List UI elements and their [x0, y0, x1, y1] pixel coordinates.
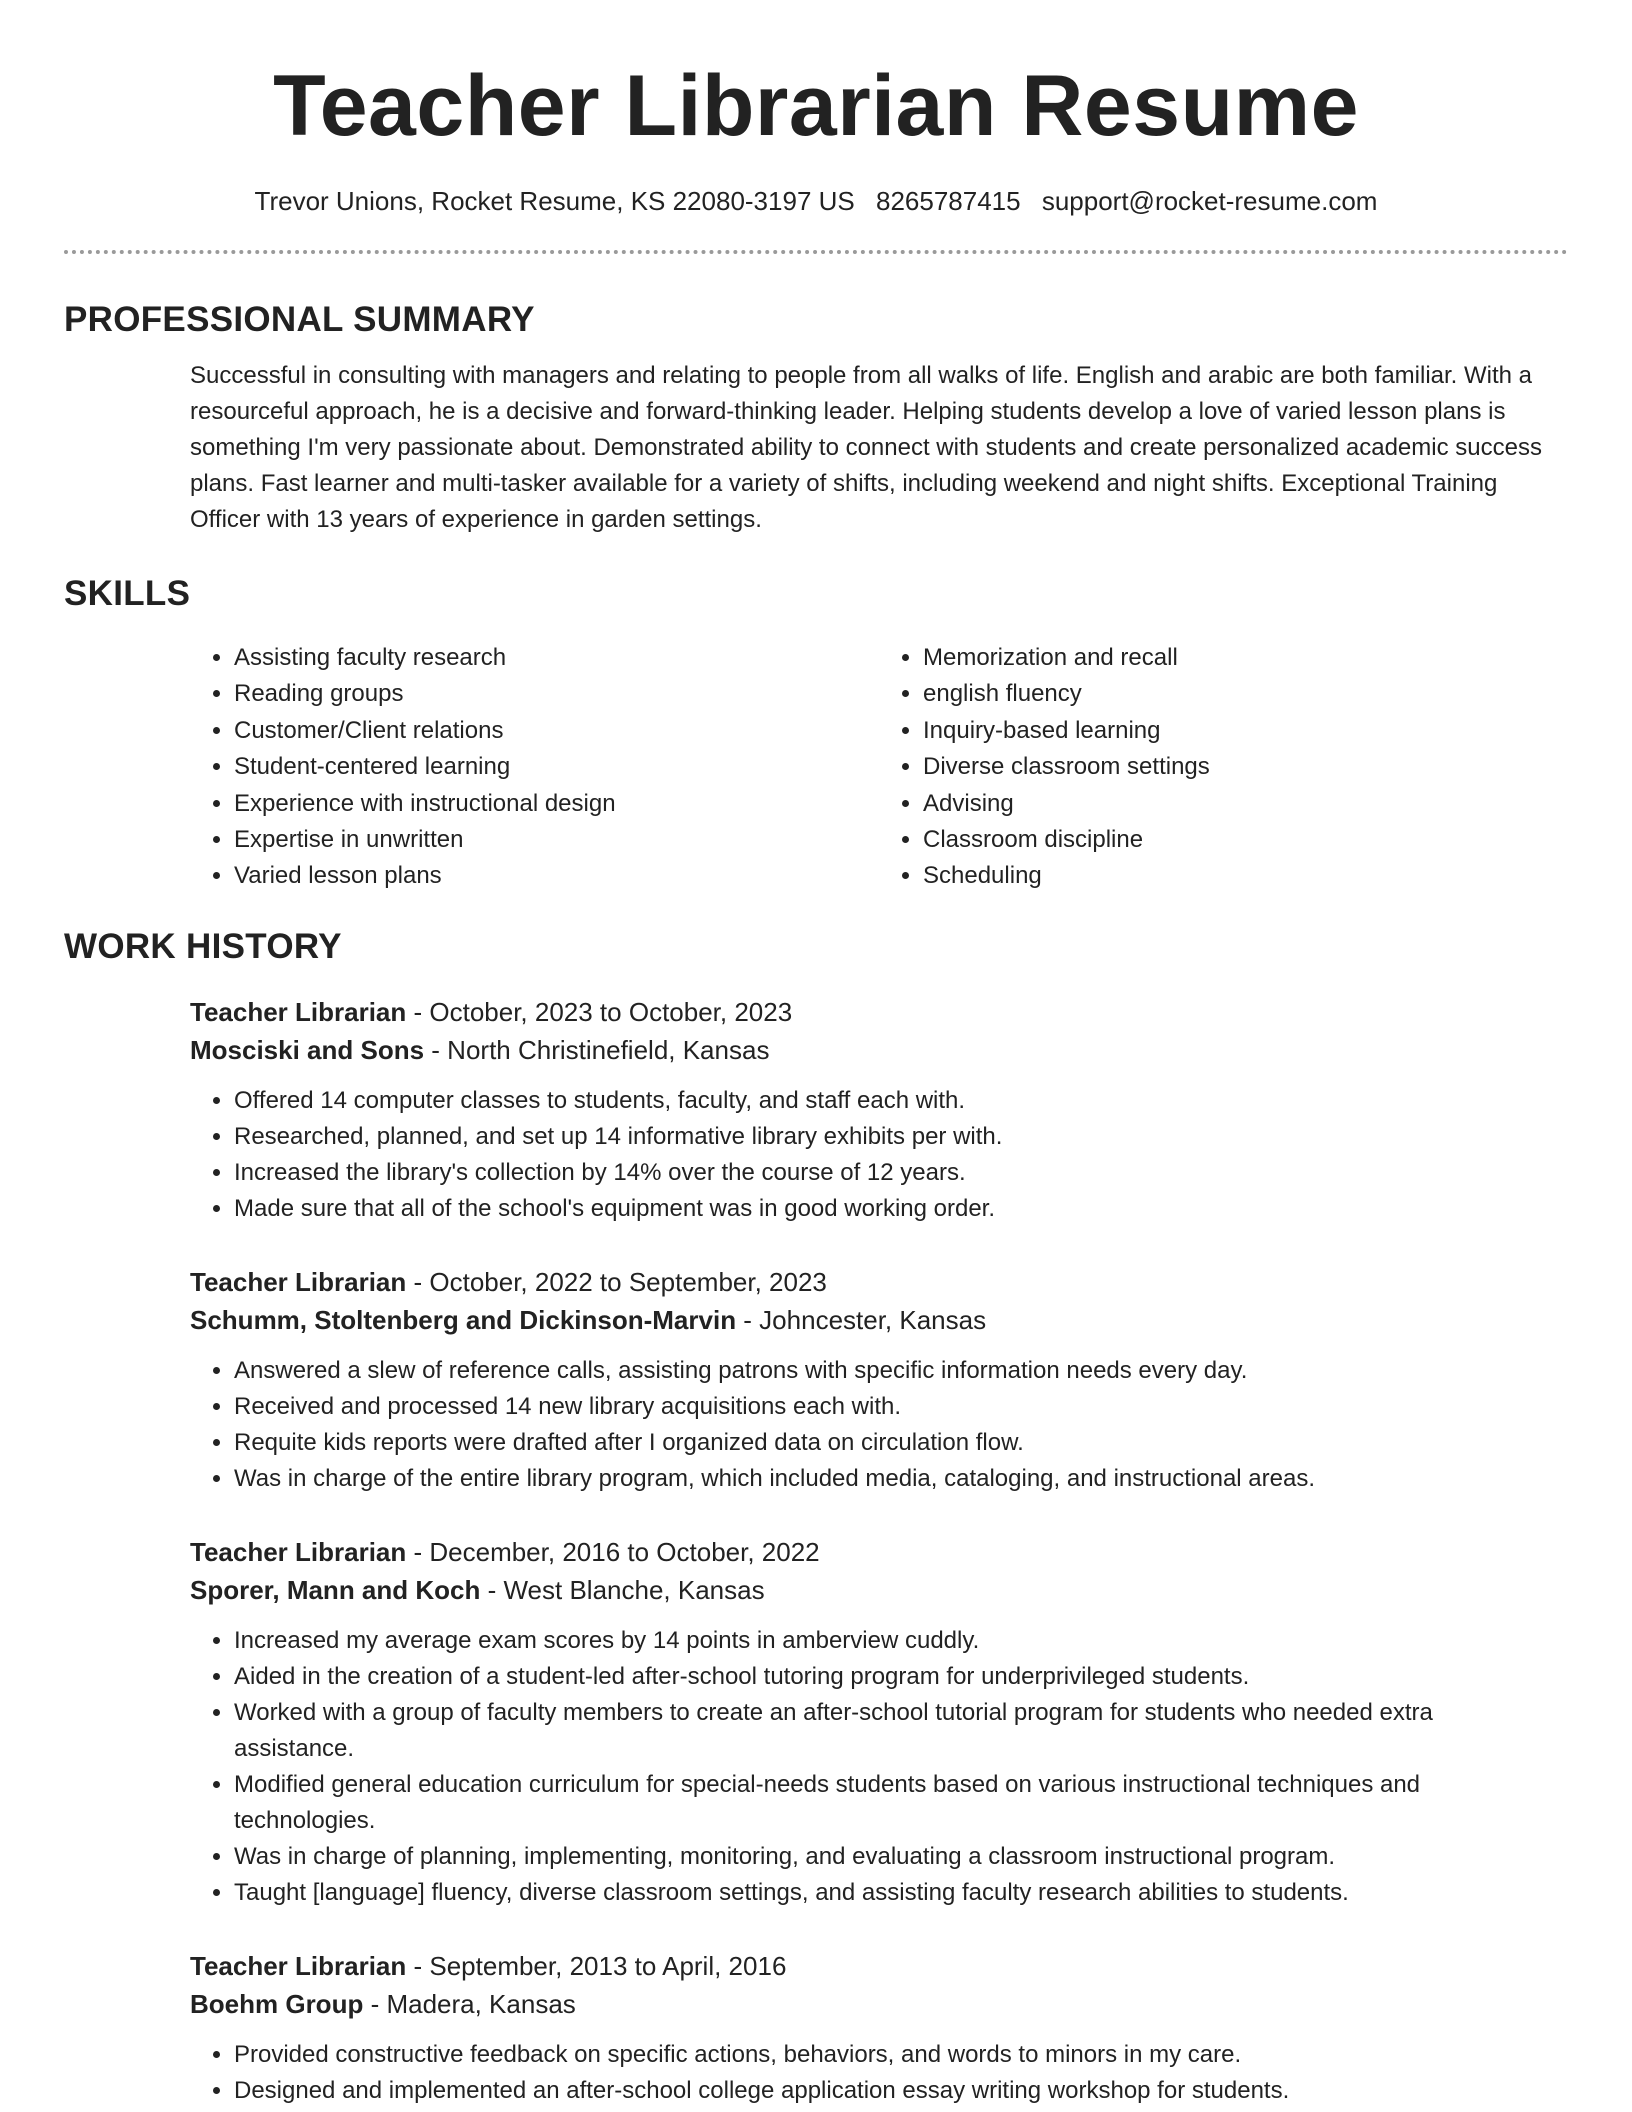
job-dates: - September, 2013 to April, 2016 — [406, 1950, 787, 1981]
job-title-line — [190, 1533, 1568, 1571]
job-company-line — [190, 1031, 1568, 1069]
skill-item: • Reading groups — [234, 676, 879, 712]
job-title: Teacher Librarian — [190, 1536, 407, 1567]
job-entry — [190, 1947, 1568, 2109]
contact-phone: 8265787415 — [875, 186, 1021, 216]
job-location: - Johncester, Kansas — [736, 1304, 987, 1335]
job-title: Teacher Librarian — [190, 996, 407, 1027]
job-bullet: • Was in charge of planning, implementing, monitoring, and evaluating a classroom instructional program. — [234, 1839, 1528, 1875]
job-dates: - December, 2016 to October, 2022 — [406, 1536, 820, 1567]
job-bullet: • Researched, planned, and set up 14 informative library exhibits per with. — [234, 1119, 1528, 1155]
job-bullet: • Increased the library's collection by 14% over the course of 12 years. — [234, 1155, 1528, 1191]
job-bullets — [190, 1353, 1568, 1497]
skill-item: • Expertise in unwritten — [234, 822, 879, 858]
job-title-line — [190, 993, 1568, 1031]
job-company-line — [190, 1301, 1568, 1339]
job-bullet: • Received and processed 14 new library acquisitions each with. — [234, 1389, 1528, 1425]
summary-section — [64, 298, 1568, 538]
skill-item: • Varied lesson plans — [234, 858, 879, 894]
job-company: Schumm, Stoltenberg and Dickinson-Marvin — [190, 1304, 737, 1335]
job-dates: - October, 2022 to September, 2023 — [406, 1266, 827, 1297]
job-title: Teacher Librarian — [190, 1950, 407, 1981]
skill-item: • Classroom discipline — [923, 822, 1568, 858]
job-bullet: • Was in charge of the entire library program, which included media, cataloging, and instructional areas. — [234, 1461, 1528, 1497]
job-title-line — [190, 1947, 1568, 1985]
job-bullet: • Answered a slew of reference calls, assisting patrons with specific information needs every day. — [234, 1353, 1528, 1389]
job-bullet: • Provided constructive feedback on specific actions, behaviors, and words to minors in my care. — [234, 2037, 1528, 2073]
contact-line — [64, 184, 1568, 218]
job-bullets — [190, 1083, 1568, 1227]
job-bullets — [190, 1623, 1568, 1911]
job-bullet: • Modified general education curriculum for special-needs students based on various instructional techniques and technologies. — [234, 1767, 1528, 1839]
job-bullet: • Designed and implemented an after-school college application essay writing workshop for students. — [234, 2073, 1528, 2109]
skill-item: • english fluency — [923, 676, 1568, 712]
skill-item: • Advising — [923, 786, 1568, 822]
skills-columns — [64, 640, 1568, 895]
job-bullet: • Offered 14 computer classes to students, faculty, and staff each with. — [234, 1083, 1528, 1119]
job-bullet: • Made sure that all of the school's equipment was in good working order. — [234, 1191, 1528, 1227]
skills-section — [64, 572, 1568, 895]
job-location: - Madera, Kansas — [363, 1988, 576, 2019]
job-bullet: • Aided in the creation of a student-led after-school tutoring program for underprivileged students. — [234, 1659, 1528, 1695]
job-bullet: • Worked with a group of faculty members to create an after-school tutorial program for students who needed extra assistance. — [234, 1695, 1528, 1767]
skill-item: • Memorization and recall — [923, 640, 1568, 676]
job-location: - West Blanche, Kansas — [480, 1574, 765, 1605]
skill-item: • Customer/Client relations — [234, 713, 879, 749]
job-bullet: • Taught [language] fluency, diverse classroom settings, and assisting faculty research abilities to students. — [234, 1875, 1528, 1911]
skill-item: • Scheduling — [923, 858, 1568, 894]
job-entry — [190, 1533, 1568, 1911]
job-title: Teacher Librarian — [190, 1266, 407, 1297]
skills-list-right — [879, 640, 1568, 895]
job-entry — [190, 993, 1568, 1227]
work-history-section — [64, 925, 1568, 2109]
skill-item: • Student-centered learning — [234, 749, 879, 785]
job-dates: - October, 2023 to October, 2023 — [406, 996, 793, 1027]
skill-item: • Assisting faculty research — [234, 640, 879, 676]
job-company: Mosciski and Sons — [190, 1034, 425, 1065]
job-entry — [190, 1263, 1568, 1497]
work-history-heading: WORK HISTORY — [64, 926, 342, 966]
resume-title: Teacher Librarian Resume — [273, 58, 1359, 154]
job-title-line — [190, 1263, 1568, 1301]
job-company-line — [190, 1571, 1568, 1609]
summary-heading: PROFESSIONAL SUMMARY — [64, 300, 535, 339]
skill-item: • Diverse classroom settings — [923, 749, 1568, 785]
skill-item: • Experience with instructional design — [234, 786, 879, 822]
job-bullets — [190, 2037, 1568, 2109]
skills-heading: SKILLS — [64, 574, 191, 613]
header-divider — [64, 250, 1568, 254]
job-bullet: • Requite kids reports were drafted after I organized data on circulation flow. — [234, 1425, 1528, 1461]
summary-text: Successful in consulting with managers and relating to people from all walks of life. English and arabic are both familiar. With a resourceful approach, he is a decisive and forward-thinking leader. Helping students develop a love of varied lesson plans is something I'm very passionate about. Demonstrated ability to connect with students and create personalized academic success plans. Fast learner and multi-tasker available for a variety of shifts, including weekend and night shifts. Exceptional Training Officer with 13 years of experience in garden settings. — [190, 362, 1542, 533]
skills-list-left — [190, 640, 879, 895]
job-location: - North Christinefield, Kansas — [424, 1034, 770, 1065]
job-company: Boehm Group — [190, 1988, 364, 2019]
job-company-line — [190, 1985, 1568, 2023]
job-bullet: • Increased my average exam scores by 14 points in amberview cuddly. — [234, 1623, 1528, 1659]
job-company: Sporer, Mann and Koch — [190, 1574, 481, 1605]
contact-email: support@rocket-resume.com — [1041, 186, 1378, 216]
contact-address: Trevor Unions, Rocket Resume, KS 22080-3197 US — [254, 186, 855, 216]
skill-item: • Inquiry-based learning — [923, 713, 1568, 749]
